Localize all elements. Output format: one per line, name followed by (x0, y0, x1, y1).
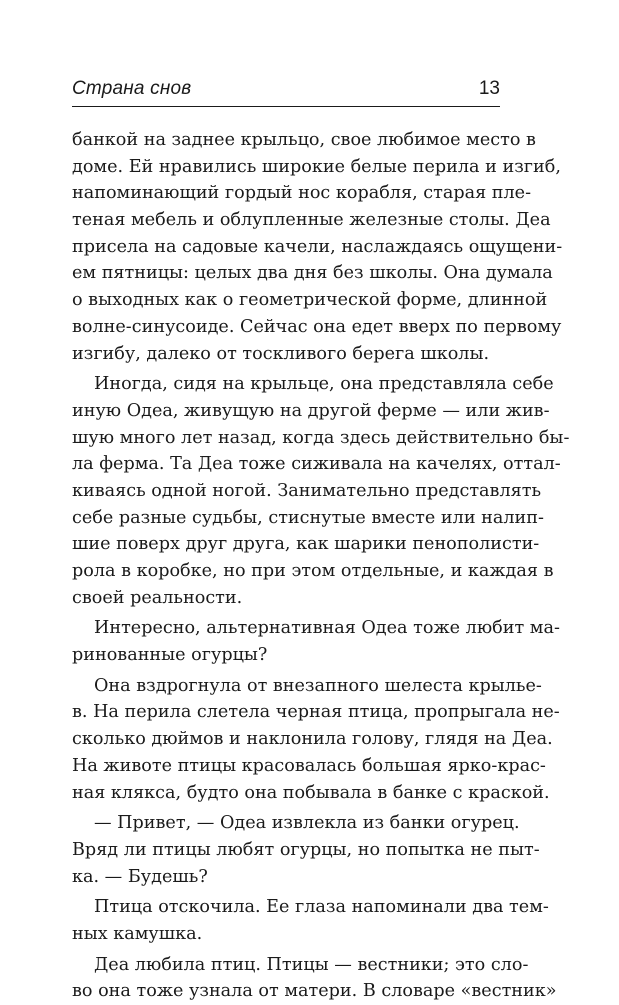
text-line: иную Одеа, живущую на другой ферме — или жив- (72, 400, 550, 421)
text-line: — Привет, — Одеа извлекла из банки огурец. (94, 813, 520, 834)
text-line: сколько дюймов и наклонила голову, глядя на Деа. (72, 729, 553, 750)
text-line: изгибу, далеко от тоскливого берега школы. (72, 343, 490, 364)
text-line: себе разные судьбы, стиснутые вместе или налип- (72, 507, 544, 528)
text-line: ных камушка. (72, 923, 203, 944)
paragraph (72, 371, 570, 611)
paragraph (72, 952, 557, 1005)
text-line: Птица отскочила. Ее глаза напоминали два тем- (94, 897, 549, 918)
paragraph (72, 810, 540, 890)
text-line: доме. Ей нравились широкие белые перила и изгиб, (72, 156, 561, 177)
text-line: Вряд ли птицы любят огурцы, но попытка не пыт- (72, 839, 540, 860)
text-line: рола в коробке, но при этом отдельные, и каждая в (72, 561, 554, 581)
text-line: Она вздрогнула от внезапного шелеста крылье- (94, 675, 542, 696)
text-line: присела на садовые качели, наслаждаясь ощущени- (72, 236, 563, 257)
text-line: напоминающий гордый нос корабля, старая пле- (72, 183, 532, 204)
paragraph (72, 615, 560, 668)
text-line: Деа любила птиц. Птицы — вестники; это сло- (94, 954, 529, 975)
text-line: На животе птицы красовалась большая ярко-крас- (72, 755, 546, 776)
running-title: Страна снов (72, 78, 192, 99)
paragraph (72, 894, 549, 947)
text-line: волне-синусоиде. Сейчас она едет вверх по первому (72, 316, 562, 337)
body-text (72, 127, 570, 1005)
text-line: киваясь одной ногой. Занимательно представлять (72, 480, 542, 501)
text-line: во она тоже узнала от матери. В словаре «вестник» (72, 981, 557, 1002)
text-line: в. На перила слетела черная птица, пропрыгала не- (72, 702, 560, 723)
text-line: своей реальности. (72, 587, 243, 608)
text-line: ла ферма. Та Деа тоже сиживала на качелях, оттал- (72, 454, 561, 475)
text-line: ная клякса, будто она побывала в банке с краской. (72, 782, 550, 803)
text-line: Иногда, сидя на крыльце, она представляла себе (94, 374, 554, 395)
text-line: ринованные огурцы? (72, 645, 268, 666)
paragraph (72, 673, 560, 806)
text-line: Интересно, альтернативная Одеа тоже любит ма- (94, 618, 560, 639)
page-header (72, 78, 500, 104)
page-number: 13 (478, 78, 500, 99)
text-line: теная мебель и облупленные железные столы. Деа (72, 210, 551, 231)
text-line: о выходных как о геометрической форме, длинной (72, 290, 548, 311)
header-rule (72, 106, 500, 107)
text-line: шую много лет назад, когда здесь действительно бы- (72, 427, 570, 448)
text-line: банкой на заднее крыльцо, свое любимое место в (72, 130, 536, 150)
text-line: ем пятницы: целых два дня без школы. Она думала (72, 263, 553, 284)
text-line: ка. — Будешь? (72, 866, 208, 887)
text-line: шие поверх друг друга, как шарики пенополисти- (72, 534, 540, 555)
paragraph (72, 127, 563, 367)
